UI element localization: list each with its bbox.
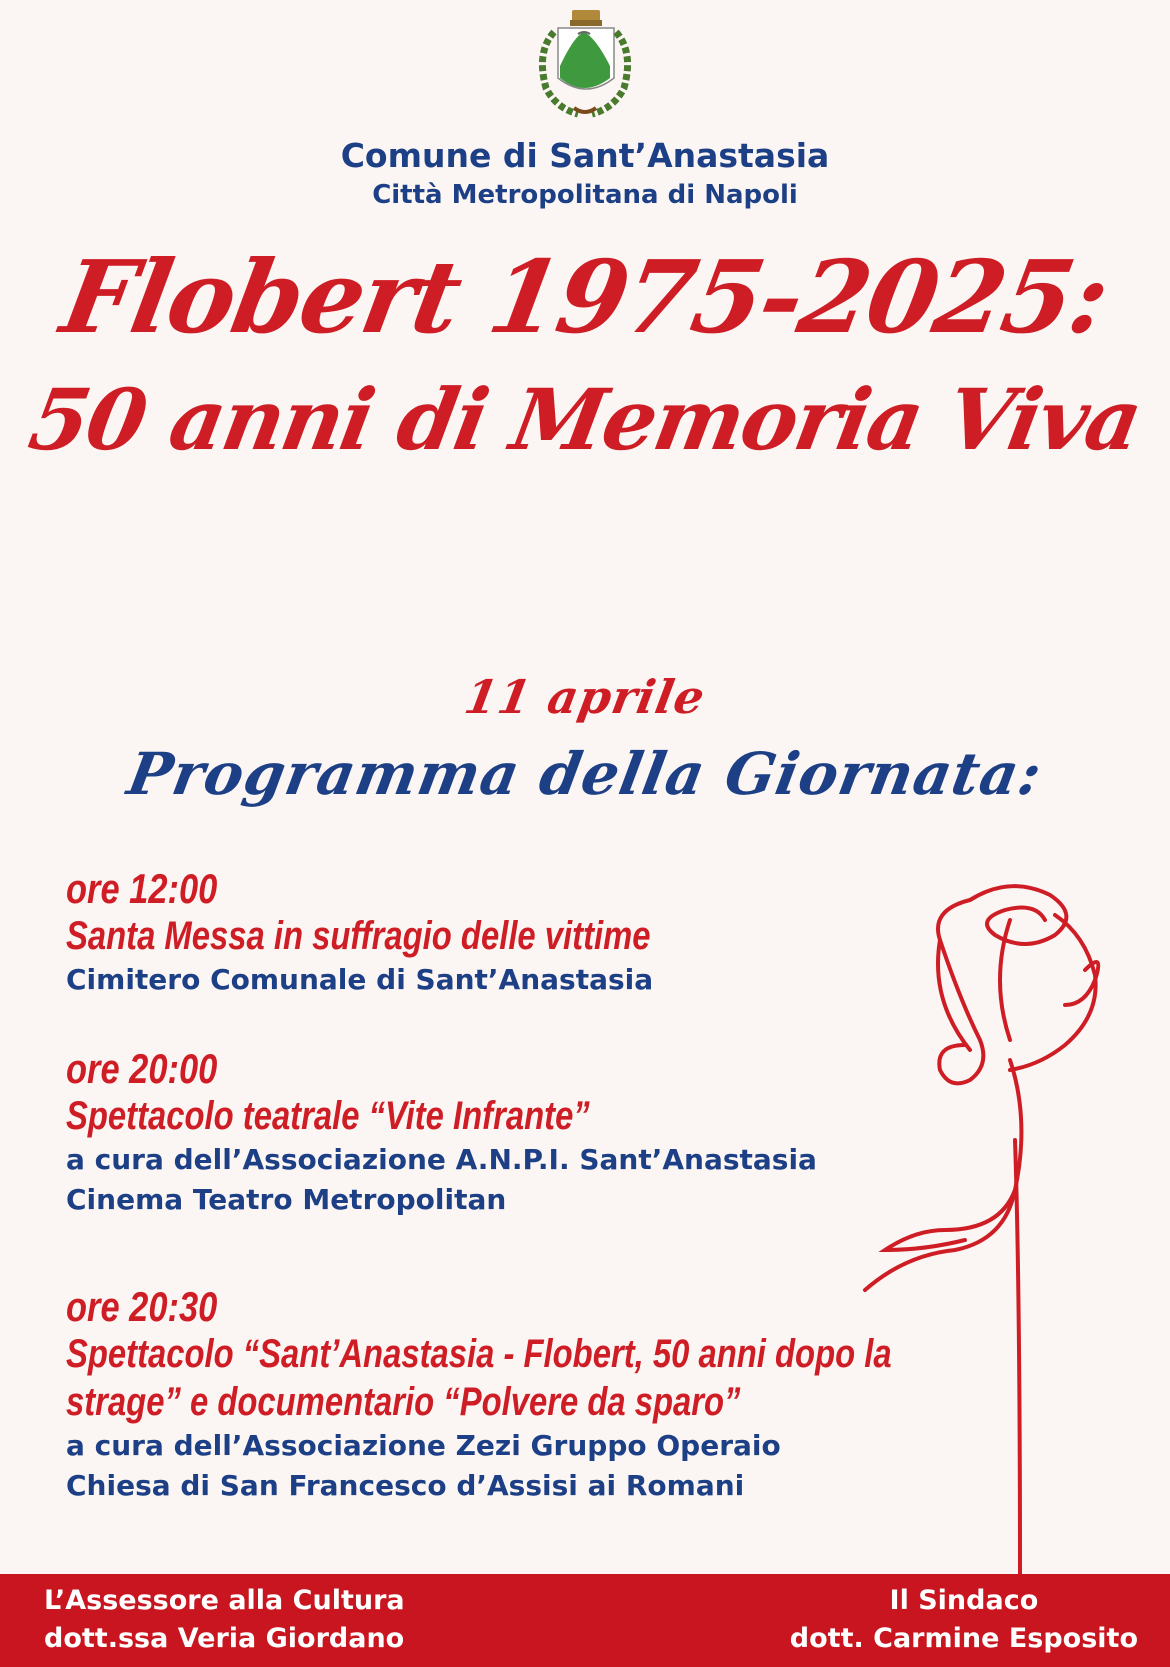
assessore-name: dott.ssa Veria Giordano (44, 1623, 405, 1654)
event-title-line-2: 50 anni di Memoria Viva (22, 370, 1148, 469)
footer-band (0, 1574, 1170, 1667)
sindaco-role: Il Sindaco (889, 1585, 1039, 1616)
program-item-title: Spettacolo “Sant’Anastasia - Flobert, 50 anni dopo la (66, 1332, 892, 1376)
signature-sindaco (790, 1582, 1138, 1658)
program-item (66, 1046, 817, 1220)
program-item-location: Cinema Teatro Metropolitan (66, 1183, 507, 1216)
program-item-time: ore 12:00 (66, 865, 218, 912)
event-date: 11 aprile (460, 670, 710, 724)
program-item-time: ore 20:30 (66, 1283, 218, 1330)
municipal-crest-icon (520, 8, 650, 120)
event-title-line-1: Flobert 1975-2025: (53, 238, 1117, 356)
program-item (66, 866, 779, 1000)
signature-assessore (44, 1582, 405, 1658)
municipality-subtitle: Città Metropolitana di Napoli (372, 180, 798, 210)
program-item-location: Chiesa di San Francesco d’Assisi ai Romani (66, 1469, 745, 1502)
municipality-name: Comune di Sant’Anastasia (340, 136, 830, 175)
program-heading: Programma della Giornata: (122, 740, 1048, 808)
program-item-title: Santa Messa in suffragio delle vittime (66, 914, 651, 958)
assessore-role: L’Assessore alla Cultura (44, 1585, 405, 1616)
program-item-time: ore 20:00 (66, 1045, 218, 1092)
sindaco-name: dott. Carmine Esposito (789, 1623, 1138, 1654)
program-item-title: Spettacolo teatrale “Vite Infrante” (66, 1094, 590, 1138)
program-item-organizer: a cura dell’Associazione Zezi Gruppo Operaio (66, 1429, 781, 1462)
program-item-title-continued: strage” e documentario “Polvere da sparo” (66, 1380, 741, 1424)
program-item-location: Cimitero Comunale di Sant’Anastasia (66, 963, 654, 996)
red-rose-line-drawing-icon (860, 880, 1160, 1580)
program-item-organizer: a cura dell’Associazione A.N.P.I. Sant’Anastasia (66, 1143, 817, 1176)
